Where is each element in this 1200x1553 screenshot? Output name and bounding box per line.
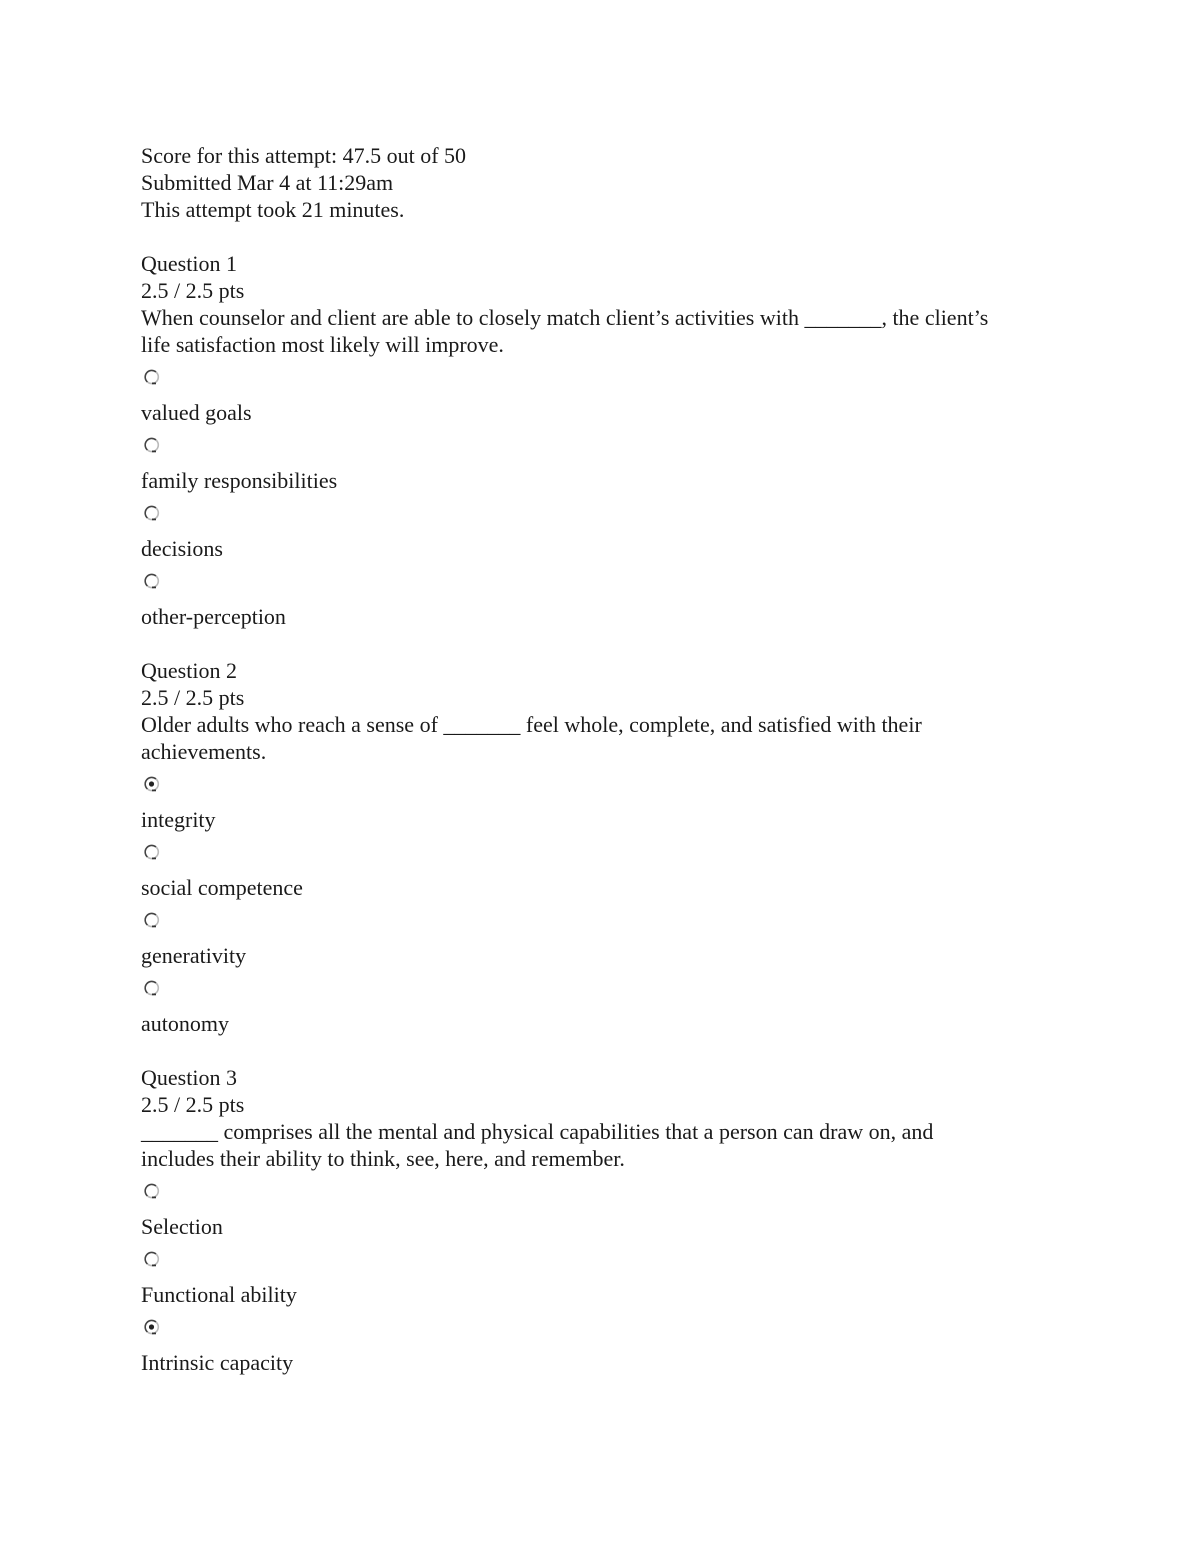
answer-option-label: Intrinsic capacity [141, 1350, 294, 1375]
spacer [141, 223, 1061, 250]
question-title: Question 2 [141, 658, 237, 683]
radio-selected-icon [143, 775, 161, 793]
submitted-text: Submitted Mar 4 at 11:29am [141, 170, 394, 195]
answer-option-label: valued goals [141, 400, 252, 425]
answer-option-label: other-perception [141, 604, 286, 629]
radio-unselected-icon [143, 1250, 161, 1268]
answer-option-label: decisions [141, 536, 223, 561]
radio-unselected-icon [143, 368, 161, 386]
question-title: Question 1 [141, 251, 237, 276]
radio-unselected-icon [143, 843, 161, 861]
answer-option-label: autonomy [141, 1011, 229, 1036]
radio-selected-icon [143, 1318, 161, 1336]
answer-radio[interactable] [141, 765, 1061, 806]
radio-unselected-icon [143, 979, 161, 997]
quiz-results-page [141, 142, 1061, 1376]
question-block [141, 630, 1061, 1037]
question-text-line: life satisfaction most likely will improve. [141, 332, 504, 357]
question-block [141, 1037, 1061, 1376]
answer-radio[interactable] [141, 1308, 1061, 1349]
spacer [141, 630, 1061, 657]
answer-option-label: social competence [141, 875, 303, 900]
radio-unselected-icon [143, 572, 161, 590]
score-text: Score for this attempt: 47.5 out of 50 [141, 143, 467, 168]
answer-radio[interactable] [141, 426, 1061, 467]
answer-radio[interactable] [141, 901, 1061, 942]
question-text-line: achievements. [141, 739, 267, 764]
answer-radio[interactable] [141, 494, 1061, 535]
question-points: 2.5 / 2.5 pts [141, 1092, 245, 1117]
answer-radio[interactable] [141, 358, 1061, 399]
spacer [141, 1037, 1061, 1064]
radio-unselected-icon [143, 1182, 161, 1200]
question-text-line: Older adults who reach a sense of _______ feel whole, complete, and satisfied with their [141, 712, 922, 737]
answer-radio[interactable] [141, 833, 1061, 874]
question-block [141, 223, 1061, 630]
answer-radio[interactable] [141, 969, 1061, 1010]
radio-unselected-icon [143, 504, 161, 522]
question-text-line: includes their ability to think, see, here, and remember. [141, 1146, 625, 1171]
answer-radio[interactable] [141, 1240, 1061, 1281]
question-title: Question 3 [141, 1065, 237, 1090]
radio-unselected-icon [143, 911, 161, 929]
question-points: 2.5 / 2.5 pts [141, 685, 245, 710]
answer-radio[interactable] [141, 562, 1061, 603]
answer-option-label: family responsibilities [141, 468, 338, 493]
answer-option-label: Functional ability [141, 1282, 297, 1307]
answer-option-label: Selection [141, 1214, 223, 1239]
radio-unselected-icon [143, 436, 161, 454]
answer-radio[interactable] [141, 1172, 1061, 1213]
answer-option-label: integrity [141, 807, 216, 832]
question-list [141, 223, 1061, 1376]
question-text-line: When counselor and client are able to closely match client’s activities with _______, the client’s [141, 305, 989, 330]
duration-text: This attempt took 21 minutes. [141, 197, 405, 222]
question-text-line: _______ comprises all the mental and physical capabilities that a person can draw on, and [141, 1119, 934, 1144]
question-points: 2.5 / 2.5 pts [141, 278, 245, 303]
answer-option-label: generativity [141, 943, 247, 968]
